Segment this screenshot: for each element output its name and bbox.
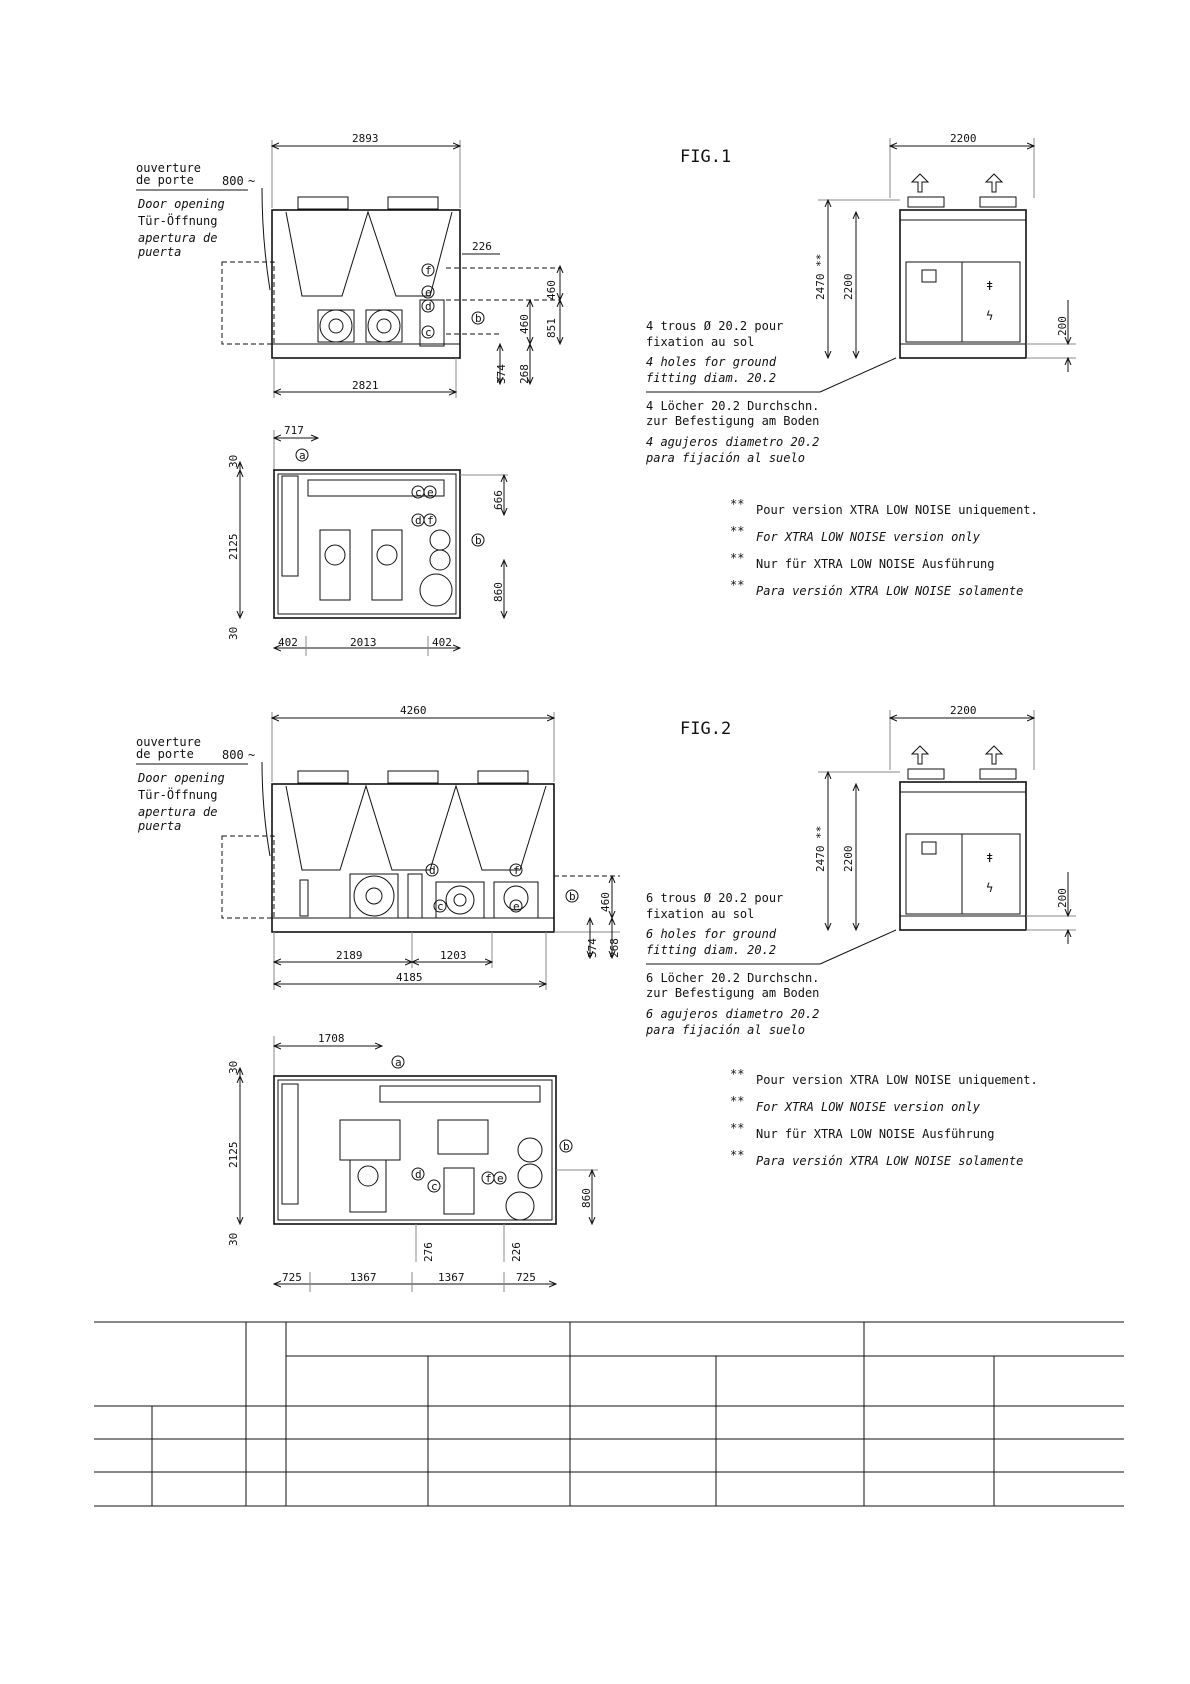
dim2-30a: 30 bbox=[227, 1060, 240, 1074]
dim-1367b: 1367 bbox=[438, 1271, 465, 1284]
note1-fr: Pour version XTRA LOW NOISE uniquement. bbox=[756, 503, 1038, 517]
note1-de: Nur für XTRA LOW NOISE Ausführung bbox=[756, 557, 995, 571]
dim-2189: 2189 bbox=[336, 949, 363, 962]
dim-1708: 1708 bbox=[318, 1032, 345, 1045]
dim2-268: 268 bbox=[608, 938, 621, 958]
svg-text:e: e bbox=[497, 1172, 504, 1185]
holes2-fr2: fixation au sol bbox=[646, 907, 755, 921]
svg-text:**: ** bbox=[730, 524, 745, 538]
svg-text:f: f bbox=[513, 864, 520, 877]
holes2-de1: 6 Löcher 20.2 Durchschn. bbox=[646, 971, 820, 985]
svg-text:**: ** bbox=[730, 497, 745, 511]
svg-text:b: b bbox=[569, 890, 576, 903]
holes2-en1: 6 holes for ground bbox=[646, 927, 777, 941]
svg-text:**: ** bbox=[730, 1094, 745, 1108]
dim-2125: 2125 bbox=[227, 533, 240, 560]
fig2-plan-body bbox=[274, 1076, 556, 1224]
front1-width: 2200 bbox=[950, 132, 977, 145]
dim-402b: 402 bbox=[432, 636, 452, 649]
holes1-de1: 4 Löcher 20.2 Durchschn. bbox=[646, 399, 820, 413]
svg-text:**: ** bbox=[730, 1067, 745, 1081]
dim-460a: 460 bbox=[545, 280, 558, 300]
door-en: Door opening bbox=[138, 197, 225, 211]
holes1-fr2: fixation au sol bbox=[646, 335, 755, 349]
front1-h2470: 2470 ** bbox=[814, 253, 827, 300]
dim-374: 374 bbox=[495, 364, 508, 384]
door-fr-line2: de porte bbox=[136, 173, 194, 187]
dim-268: 268 bbox=[518, 364, 531, 384]
fig1-front-body bbox=[900, 210, 1026, 358]
fig2-plan-view bbox=[227, 1032, 598, 1292]
front2-width: 2200 bbox=[950, 704, 977, 717]
door2-fr-line1: ouverture bbox=[136, 735, 202, 749]
fig1-front-view bbox=[645, 132, 1076, 465]
dim-460b: 460 bbox=[518, 314, 531, 334]
front2-h2470: 2470 ** bbox=[814, 825, 827, 872]
holes1-en2: fitting diam. 20.2 bbox=[646, 371, 777, 385]
svg-text:ǂ: ǂ bbox=[986, 279, 994, 293]
svg-text:d: d bbox=[415, 1168, 422, 1181]
svg-text:**: ** bbox=[730, 1148, 745, 1162]
note2-en: For XTRA LOW NOISE version only bbox=[756, 1100, 980, 1114]
holes1-de2: zur Befestigung am Boden bbox=[646, 414, 820, 428]
door2-es-line2: puerta bbox=[138, 819, 182, 833]
front1-h200: 200 bbox=[1056, 316, 1069, 336]
door2-en: Door opening bbox=[138, 771, 225, 785]
dim2-2125: 2125 bbox=[227, 1141, 240, 1168]
dim-1203: 1203 bbox=[440, 949, 467, 962]
dim-2013: 2013 bbox=[350, 636, 377, 649]
dim-725b: 725 bbox=[516, 1271, 536, 1284]
dim-30b: 30 bbox=[227, 626, 240, 640]
svg-text:e: e bbox=[427, 486, 434, 499]
dim-1367a: 1367 bbox=[350, 1271, 377, 1284]
door2-fr-line2: de porte bbox=[136, 747, 194, 761]
svg-text:b: b bbox=[475, 534, 482, 547]
empty-data-table bbox=[94, 1322, 1124, 1506]
fig1-title: FIG.1 bbox=[680, 147, 732, 167]
xtra-note-2 bbox=[730, 1067, 1038, 1168]
svg-text:**: ** bbox=[730, 578, 745, 592]
note1-es: Para versión XTRA LOW NOISE solamente bbox=[756, 584, 1024, 598]
svg-text:**: ** bbox=[730, 1121, 745, 1135]
door2-dim: 800 bbox=[222, 748, 244, 762]
door-de: Tür-Öffnung bbox=[138, 214, 218, 228]
dim2-860: 860 bbox=[580, 1188, 593, 1208]
svg-text:c: c bbox=[431, 1180, 438, 1193]
svg-text:~: ~ bbox=[248, 748, 256, 762]
holes1-fr1: 4 trous Ø 20.2 pour bbox=[646, 319, 784, 333]
svg-text:b: b bbox=[563, 1140, 570, 1153]
svg-text:e: e bbox=[513, 900, 520, 913]
svg-text:c: c bbox=[437, 900, 444, 913]
svg-text:d: d bbox=[425, 300, 432, 313]
holes1-en1: 4 holes for ground bbox=[646, 355, 777, 369]
dim-2893: 2893 bbox=[352, 132, 379, 145]
svg-text:d: d bbox=[429, 864, 436, 877]
note2-de: Nur für XTRA LOW NOISE Ausführung bbox=[756, 1127, 995, 1141]
dim-226: 226 bbox=[472, 240, 492, 253]
svg-text:c: c bbox=[415, 486, 422, 499]
door2-de: Tür-Öffnung bbox=[138, 788, 218, 802]
fig2-side-view bbox=[136, 704, 621, 990]
dim-4260: 4260 bbox=[400, 704, 427, 717]
fig1-side-view bbox=[136, 132, 560, 398]
door-fr-line1: ouverture bbox=[136, 161, 202, 175]
door-dim: 800 bbox=[222, 174, 244, 188]
holes1-es2: para fijación al suelo bbox=[646, 451, 805, 465]
dim-666: 666 bbox=[492, 490, 505, 510]
svg-text:**: ** bbox=[730, 551, 745, 565]
svg-text:a: a bbox=[395, 1056, 402, 1069]
front2-h200: 200 bbox=[1056, 888, 1069, 908]
svg-text:b: b bbox=[475, 312, 482, 325]
svg-text:f: f bbox=[485, 1172, 492, 1185]
airflow-arrow-icon bbox=[912, 174, 928, 192]
airflow-arrow-icon bbox=[912, 746, 928, 764]
svg-text:ǂ: ǂ bbox=[986, 851, 994, 865]
note2-es: Para versión XTRA LOW NOISE solamente bbox=[756, 1154, 1024, 1168]
svg-text:~: ~ bbox=[248, 174, 256, 188]
dim-2821: 2821 bbox=[352, 379, 379, 392]
fig2-front-body bbox=[900, 782, 1026, 930]
note2-fr: Pour version XTRA LOW NOISE uniquement. bbox=[756, 1073, 1038, 1087]
holes2-es2: para fijación al suelo bbox=[646, 1023, 805, 1037]
dim-276: 276 bbox=[422, 1242, 435, 1262]
dim-725a: 725 bbox=[282, 1271, 302, 1284]
fig2-title: FIG.2 bbox=[680, 719, 732, 739]
svg-text:d: d bbox=[415, 514, 422, 527]
fig1-plan-view bbox=[227, 424, 508, 656]
holes2-es1: 6 agujeros diametro 20.2 bbox=[646, 1007, 820, 1021]
svg-text:c: c bbox=[425, 326, 432, 339]
door-es-line1: apertura de bbox=[138, 231, 218, 245]
fig2-front-view bbox=[645, 704, 1076, 1037]
door-es-line2: puerta bbox=[138, 245, 182, 259]
holes2-fr1: 6 trous Ø 20.2 pour bbox=[646, 891, 784, 905]
svg-text:e: e bbox=[425, 286, 432, 299]
holes2-de2: zur Befestigung am Boden bbox=[646, 986, 820, 1000]
holes2-en2: fitting diam. 20.2 bbox=[646, 943, 777, 957]
dim-860: 860 bbox=[492, 582, 505, 602]
svg-text:f: f bbox=[427, 514, 434, 527]
dim-402a: 402 bbox=[278, 636, 298, 649]
door2-es-line1: apertura de bbox=[138, 805, 218, 819]
xtra-note-1 bbox=[730, 497, 1038, 598]
panel-display-icon bbox=[922, 842, 936, 854]
dim-4185: 4185 bbox=[396, 971, 423, 984]
dim2-30b: 30 bbox=[227, 1232, 240, 1246]
dim-851: 851 bbox=[545, 318, 558, 338]
dim-717: 717 bbox=[284, 424, 304, 437]
dim2-226: 226 bbox=[510, 1242, 523, 1262]
airflow-arrow-icon bbox=[986, 174, 1002, 192]
airflow-arrow-icon bbox=[986, 746, 1002, 764]
holes1-es1: 4 agujeros diametro 20.2 bbox=[646, 435, 820, 449]
panel-display-icon bbox=[922, 270, 936, 282]
svg-text:a: a bbox=[299, 449, 306, 462]
front2-h2200: 2200 bbox=[842, 845, 855, 872]
front1-h2200: 2200 bbox=[842, 273, 855, 300]
electrical-hazard-icon: ϟ bbox=[986, 309, 994, 323]
dim2-374: 374 bbox=[586, 938, 599, 958]
note1-en: For XTRA LOW NOISE version only bbox=[756, 530, 980, 544]
dim-30a: 30 bbox=[227, 454, 240, 468]
svg-text:f: f bbox=[425, 264, 432, 277]
electrical-hazard-icon: ϟ bbox=[986, 881, 994, 895]
dim2-460: 460 bbox=[599, 892, 612, 912]
